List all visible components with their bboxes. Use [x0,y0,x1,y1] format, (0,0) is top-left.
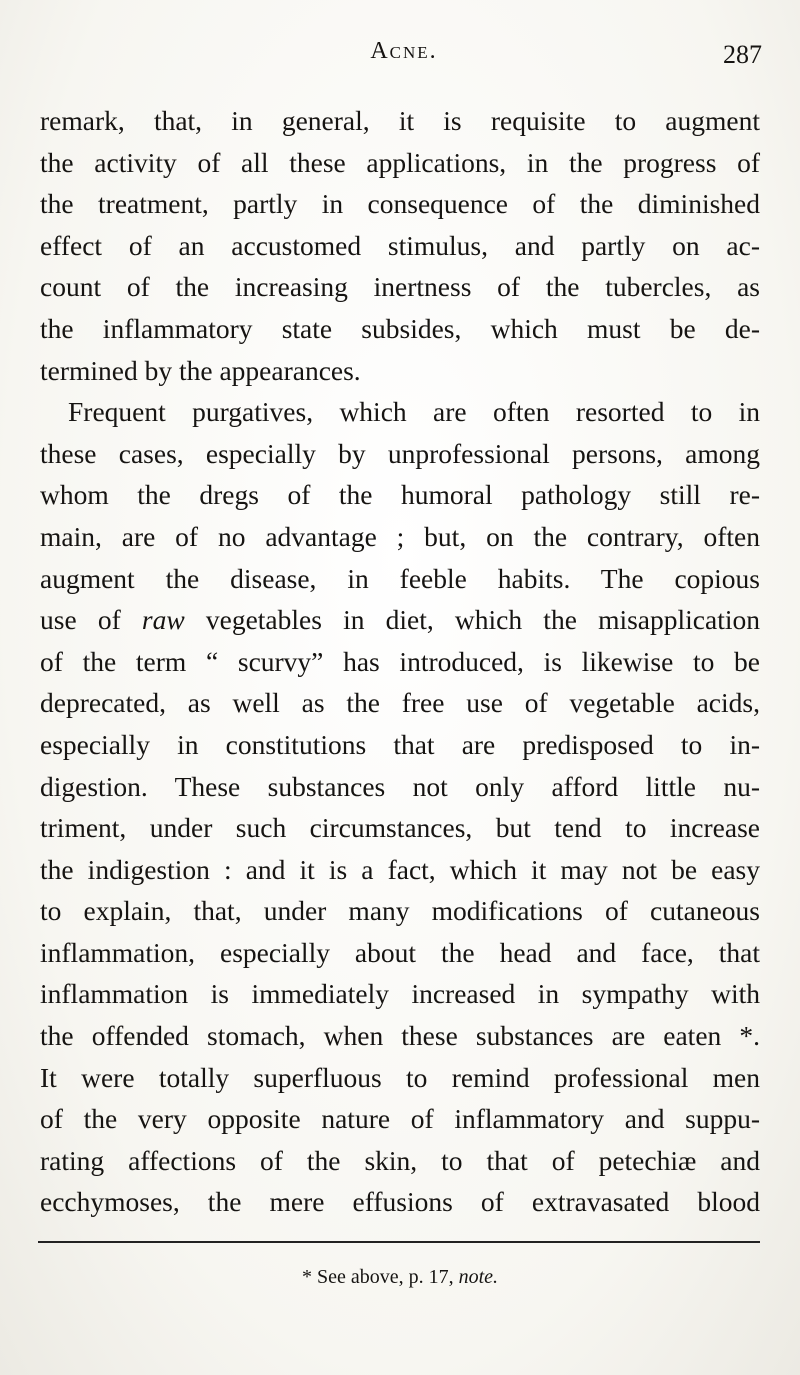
text-line: the activity of all these applications, in the progress of [40,146,760,178]
text-line: the indigestion : and it is a fact, which it may not be easy [40,853,760,885]
page-number: 287 [723,40,762,69]
footnote-divider [38,1241,760,1243]
text-line: whom the dregs of the humoral pathology still re- [40,479,760,511]
text-line: augment the disease, in feeble habits. The copious [40,562,760,594]
text-line: triment, under such circumstances, but tend to increase [40,812,760,844]
footnote [0,1266,800,1289]
text-line: inflammation, especially about the head and face, that [40,936,760,968]
text-line: especially in constitutions that are predisposed to in- [40,728,760,760]
text-line: rating affections of the skin, to that of petechiæ and [40,1144,760,1176]
text-line: main, are of no advantage ; but, on the contrary, often [40,520,760,552]
text-line: of the term “ scurvy” has introduced, is likewise to be [40,645,760,677]
body-text [40,100,760,1223]
text-line: the inflammatory state subsides, which must be de- [40,312,760,344]
page-header [40,38,768,78]
footnote-marker: * [301,1266,312,1288]
text-line: Frequent purgatives, which are often resorted to in [68,396,760,428]
text-fragment: vegetables in diet, which the misapplication [205,604,760,636]
text-fragment: use of [40,604,142,636]
text-line: the treatment, partly in consequence of the diminished [40,188,760,220]
text-line [40,599,760,641]
text-line: the offended stomach, when these substances are eaten *. [40,1020,760,1052]
text-line: of the very opposite nature of inflammatory and suppu- [40,1103,760,1135]
text-line: digestion. These substances not only afford little nu- [40,770,760,802]
text-line: It were totally superfluous to remind professional men [40,1061,760,1093]
text-line: deprecated, as well as the free use of vegetable acids, [40,687,760,719]
text-line: effect of an accustomed stimulus, and partly on ac- [40,229,760,261]
text-line: count of the increasing inertness of the tubercles, as [40,271,760,303]
text-line: remark, that, in general, it is requisite to augment [40,105,760,136]
text-line: these cases, especially by unprofessional persons, among [40,437,760,469]
footnote-note: note. [458,1266,499,1288]
text-line: inflammation is immediately increased in sympathy with [40,978,760,1010]
text-line: to explain, that, under many modifications of cutaneous [40,895,760,927]
text-line: termined by the appearances. [40,354,361,386]
italic-word: raw [141,604,185,636]
running-head: Acne. [370,38,438,64]
text-line: ecchymoses, the mere effusions of extravasated blood [40,1186,760,1218]
footnote-text: See above, p. 17, [316,1266,454,1288]
